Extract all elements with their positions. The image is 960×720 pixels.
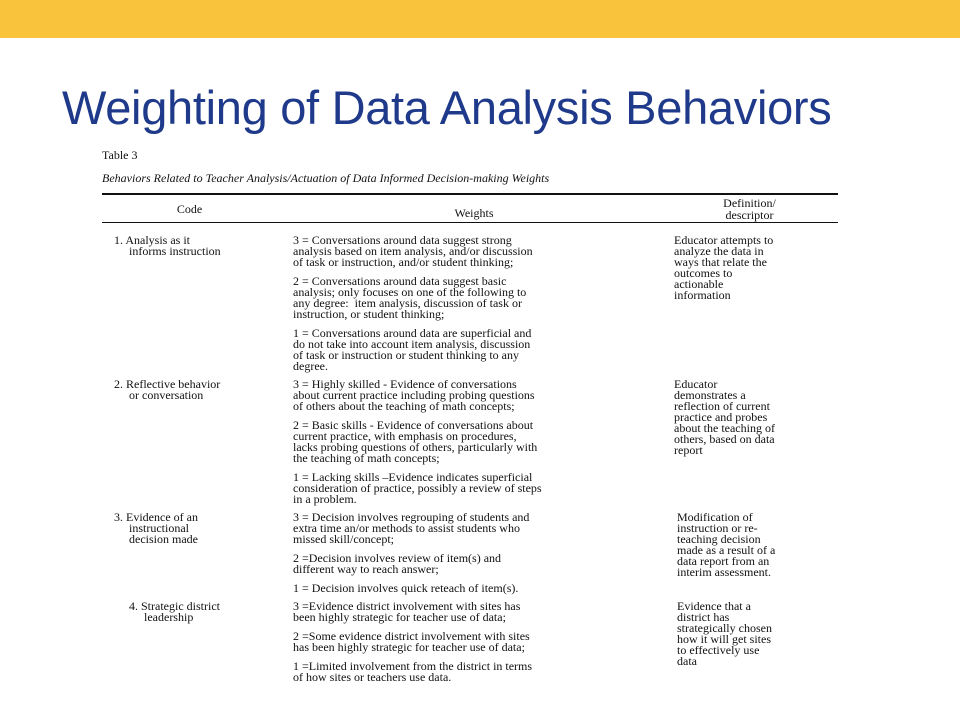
table-caption: Behaviors Related to Teacher Analysis/Actuation of Data Informed Decision-making Weights <box>102 171 550 185</box>
weights-cell <box>291 601 666 690</box>
table-body <box>102 223 838 690</box>
definition-cell: Educator demonstrates a reflection of current practice and probes about the teaching of others, based on data report <box>674 377 775 457</box>
weight-item: 3 = Highly skilled - Evidence of conversations about current practice including probing questions of others about the teaching of math concepts; <box>293 377 535 413</box>
weights-cell <box>291 379 666 512</box>
header-definition: Definition/ descriptor <box>723 195 776 222</box>
code-cell: 1. Analysis as it informs instruction <box>114 233 221 258</box>
weight-item: 1 =Limited involvement from the district in terms of how sites or teachers use data. <box>293 659 533 684</box>
weight-item: 2 =Some evidence district involvement with sites has been highly strategic for teacher use of data; <box>293 629 530 654</box>
definition-cell: Evidence that a district has strategically chosen how it will get sites to effectively use data <box>677 599 772 668</box>
weight-item: 1 = Conversations around data are superficial and do not take into account item analysis, discussion of task or instruction or student thinking to any degree. <box>293 326 532 373</box>
weight-item: 1 = Lacking skills –Evidence indicates superficial consideration of practice, possibly a review of steps in a problem. <box>293 470 542 506</box>
weight-item: 3 = Conversations around data suggest strong analysis based on item analysis, and/or discussion of task or instruction, and/or student thinking; <box>293 233 533 269</box>
weight-item: 2 =Decision involves review of item(s) and different way to reach answer; <box>293 551 502 576</box>
table-row <box>102 379 838 512</box>
weight-item: 3 = Decision involves regrouping of students and extra time an/or methods to assist students who missed skill/concept; <box>293 510 530 546</box>
weights-cell <box>291 235 666 379</box>
top-accent-bar <box>0 0 960 38</box>
table-row <box>102 512 838 601</box>
table-figure <box>102 148 838 690</box>
code-cell: 2. Reflective behavior or conversation <box>114 377 221 402</box>
table-header <box>102 195 838 222</box>
table-row <box>102 601 838 690</box>
weight-item: 3 =Evidence district involvement with sites has been highly strategic for teacher use of data; <box>293 599 521 624</box>
weight-item: 2 = Conversations around data suggest basic analysis; only focuses on one of the following to any degree: item analysis, discussion of task or instruction, or student thinking; <box>293 274 527 321</box>
slide-title: Weighting of Data Analysis Behaviors <box>62 81 832 134</box>
table-row <box>102 235 838 379</box>
header-code: Code <box>176 201 203 216</box>
definition-cell: Modification of instruction or re- teaching decision made as a result of a data report from an interim assessment. <box>677 510 776 579</box>
code-cell: 4. Strategic district leadership <box>129 599 220 624</box>
definition-cell: Educator attempts to analyze the data in ways that relate the outcomes to actionable information <box>674 233 774 302</box>
weight-item: 1 = Decision involves quick reteach of item(s). <box>293 581 519 595</box>
table-label: Table 3 <box>102 148 138 162</box>
header-weights: Weights <box>454 205 494 220</box>
code-cell: 3. Evidence of an instructional decision made <box>114 510 198 546</box>
weights-cell <box>291 512 666 601</box>
weight-item: 2 = Basic skills - Evidence of conversations about current practice, with emphasis on procedures, lacks probing questions of others, particularly with the teaching of math concepts; <box>293 418 538 465</box>
